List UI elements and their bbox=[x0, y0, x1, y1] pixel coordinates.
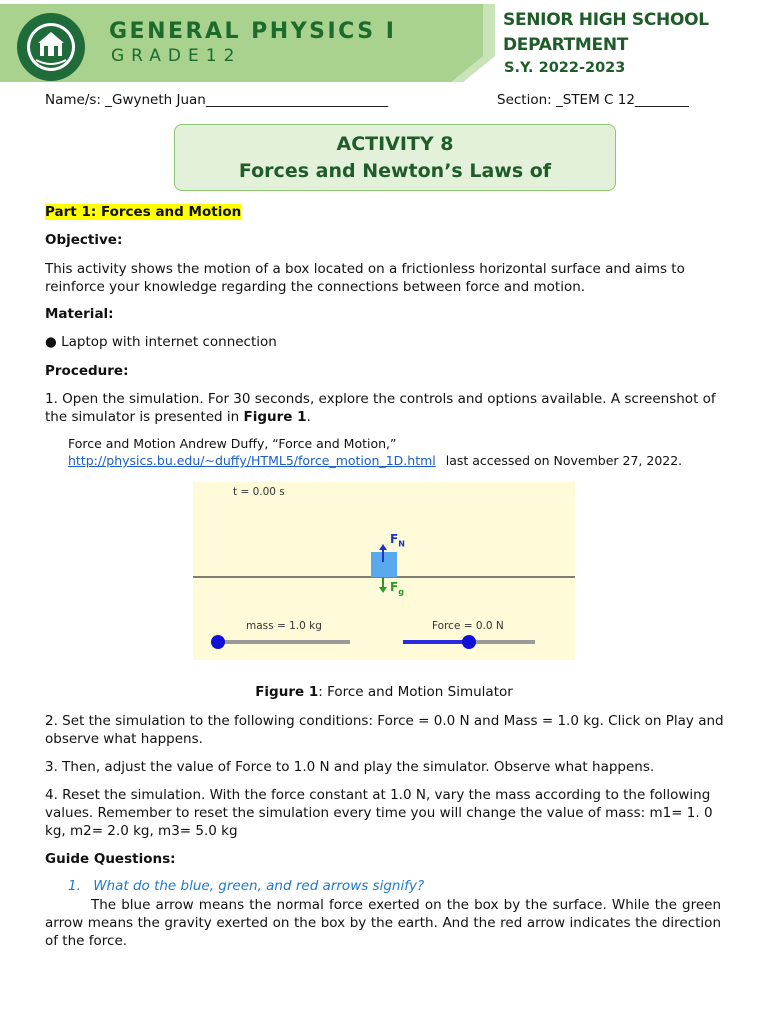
objective-text: This activity shows the motion of a box located on a frictionless horizontal surface and aims to reinforce your knowledge regarding the connections between force and motion. bbox=[45, 261, 685, 295]
school-year: S.Y. 2022-2023 bbox=[504, 60, 626, 76]
fg-letter: F bbox=[390, 580, 399, 594]
normal-force-label bbox=[390, 532, 405, 548]
activity-title-box bbox=[174, 124, 616, 191]
normal-force-arrowhead bbox=[379, 544, 387, 550]
course-title: GENERAL PHYSICS I bbox=[109, 19, 397, 44]
citation-row bbox=[68, 452, 682, 469]
mass-slider-knob bbox=[211, 635, 225, 649]
course-grade: GRADE12 bbox=[111, 46, 242, 66]
answer-1: The blue arrow means the normal force exerted on the box by the surface. While the green arrow means the gravity exerted on the box by the earth. And the red arrow indicates the direction of the force. bbox=[45, 897, 721, 949]
procedure-label: Procedure: bbox=[45, 363, 129, 379]
activity-subtitle: Forces and Newton’s Laws of bbox=[238, 160, 552, 182]
question-1-number: 1. bbox=[68, 878, 81, 894]
part1-heading: Part 1: Forces and Motion bbox=[45, 204, 242, 220]
department-line-2: DEPARTMENT bbox=[503, 35, 629, 55]
gravity-arrowhead bbox=[379, 587, 387, 593]
gravity-label bbox=[390, 580, 404, 596]
activity-title: ACTIVITY 8 bbox=[336, 133, 454, 155]
question-1 bbox=[68, 878, 424, 894]
material-list-item bbox=[45, 333, 725, 351]
material-label: Material: bbox=[45, 306, 114, 322]
step-1-text: 1. Open the simulation. For 30 seconds, explore the controls and options available. A screenshot of the simulator is presented in bbox=[45, 391, 716, 425]
caption-figure-ref: Figure 1 bbox=[255, 684, 319, 700]
simulator-figure bbox=[193, 482, 575, 660]
section-field: Section: _STEM C 12________ bbox=[497, 92, 689, 108]
school-seal-icon bbox=[16, 12, 86, 82]
guide-questions-label: Guide Questions: bbox=[45, 851, 176, 867]
step-3: 3. Then, adjust the value of Force to 1.0 N and play the simulator. Observe what happens. bbox=[45, 759, 655, 775]
department-line-1: SENIOR HIGH SCHOOL bbox=[503, 10, 709, 30]
student-name-field: Name/s: _Gwyneth Juan___________________________ bbox=[45, 92, 389, 108]
objective-label: Objective: bbox=[45, 232, 123, 248]
step-1-end: . bbox=[306, 409, 311, 425]
mass-readout: mass = 1.0 kg bbox=[246, 620, 322, 632]
citation-text: Force and Motion Andrew Duffy, “Force and Motion,” bbox=[68, 436, 397, 451]
caption-text: : Force and Motion Simulator bbox=[318, 684, 513, 700]
simulation-link[interactable]: http://physics.bu.edu/~duffy/HTML5/force_motion_1D.html bbox=[68, 453, 436, 468]
force-slider-knob bbox=[462, 635, 476, 649]
step-4: 4. Reset the simulation. With the force constant at 1.0 N, vary the mass according to the following values. Remember to reset the simulation every time you will change the value of mass: m1= 1. 0 kg, m2= 2.0 kg, m3= 5.0 kg bbox=[45, 787, 713, 839]
step-1 bbox=[45, 390, 725, 426]
sim-time-readout: t = 0.00 s bbox=[233, 486, 285, 498]
document-header bbox=[0, 0, 768, 86]
step-1-figure-ref: Figure 1 bbox=[243, 409, 307, 425]
bullet-icon: ● bbox=[45, 334, 57, 350]
fn-letter: F bbox=[390, 532, 399, 546]
figure-caption bbox=[0, 684, 768, 700]
fn-subscript: N bbox=[398, 539, 405, 549]
citation-suffix: last accessed on November 27, 2022. bbox=[445, 453, 683, 468]
question-1-text: What do the blue, green, and red arrows signify? bbox=[93, 878, 425, 894]
step-2: 2. Set the simulation to the following conditions: Force = 0.0 N and Mass = 1.0 kg. Click on Play and observe what happens. bbox=[45, 713, 724, 747]
fg-subscript: g bbox=[398, 587, 404, 597]
force-readout: Force = 0.0 N bbox=[432, 620, 504, 632]
material-item: Laptop with internet connection bbox=[61, 334, 277, 350]
part1-heading-row bbox=[45, 203, 725, 221]
simulator-drawing bbox=[193, 482, 575, 660]
